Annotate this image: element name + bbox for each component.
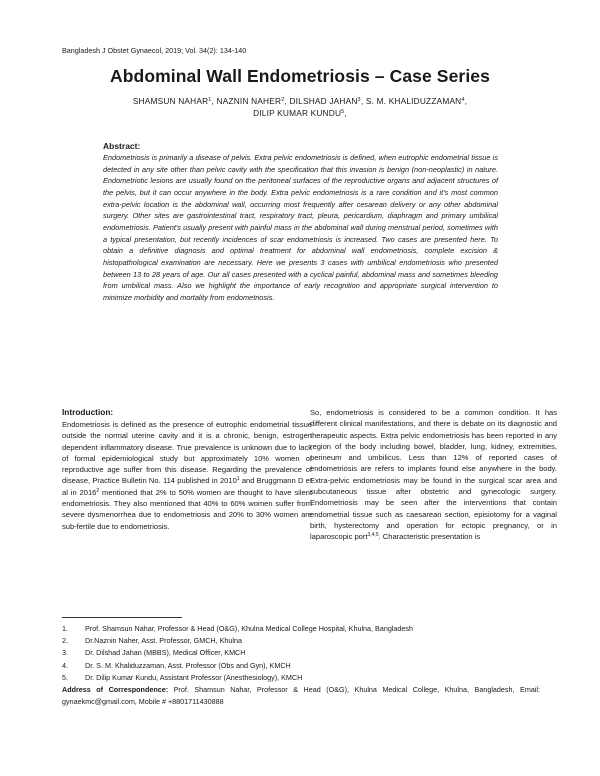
correspondence-address bbox=[62, 684, 540, 708]
article-title: Abdominal Wall Endometriosis – Case Series bbox=[110, 66, 490, 86]
correspondence-text: Prof. Shamsun Nahar, Professor & Head (O&G), Khulna Medical College, Khulna, Bangladesh, Email: gynaekmc@gmail.com, Mobile # +8801711430888 bbox=[62, 685, 541, 707]
author-separator: , bbox=[464, 96, 468, 106]
correspondence-label: Address of Correspondence: bbox=[62, 685, 169, 694]
footnote-number: 3. bbox=[62, 648, 68, 658]
footnote-item bbox=[62, 635, 540, 647]
author-name: DILSHAD JAHAN bbox=[289, 96, 358, 106]
footnote-item bbox=[62, 660, 540, 672]
right-column bbox=[310, 407, 557, 543]
footnote-text: Prof. Shamsun Nahar, Professor & Head (O&G), Khulna Medical College Hospital, Khulna, Bangladesh bbox=[85, 624, 414, 633]
footnote-list bbox=[62, 623, 540, 684]
intro-text-part: mentioned that 2% to 50% women are thought to have silent endometriosis. They also mentioned that 40% to 60% women suffer from severe dysmenorrhea due to endometriosis and 20% to 30% women are sub-fertile due to endometriosis. bbox=[62, 487, 312, 531]
footnote-item bbox=[62, 623, 540, 635]
abstract-heading: Abstract: bbox=[103, 141, 141, 151]
author-separator: , bbox=[360, 96, 366, 106]
author-separator: , bbox=[284, 96, 290, 106]
author-name: NAZNIN NAHER bbox=[216, 96, 282, 106]
author-affiliation-mark: 5 bbox=[341, 109, 345, 115]
footnote-item bbox=[62, 647, 540, 659]
footnote-text: Dr. S. M. Khaliduzzaman, Asst. Professor (Obs and Gyn), KMCH bbox=[85, 660, 291, 670]
author-affiliation-mark: 4 bbox=[461, 97, 465, 103]
author-separator: , bbox=[211, 96, 217, 106]
footnote-number: 2. bbox=[62, 636, 68, 646]
body-paragraph bbox=[310, 407, 557, 543]
footnote-text: Dr.Naznin Naher, Asst. Professor, GMCH, Khulna bbox=[85, 636, 242, 646]
footnote-number: 5. bbox=[62, 672, 68, 682]
author-list bbox=[80, 95, 520, 119]
footnote-number: 1. bbox=[62, 624, 68, 633]
intro-text-part: Endometriosis is defined as the presence of eutrophic endometrial tissue outside the normal uterine cavity and it is a chronic, benign, estrogen dependent inflammatory disease. True prevalence is unknown due to lack of formal epidemiological study but approximately 10% women of reproductive age suffer from this disease. Regarding the prevalence of disease, Practice Bulletin No. 114 published in 2010 bbox=[62, 420, 312, 486]
citation-mark: 2 bbox=[96, 487, 100, 494]
footnote-text: Dr. Dilshad Jahan (MBBS), Medical Officer, KMCH bbox=[85, 648, 246, 658]
author-name: DILIP KUMAR KUNDU bbox=[253, 108, 342, 118]
citation-mark: 1 bbox=[236, 476, 240, 483]
author-affiliation-mark: 3 bbox=[357, 97, 361, 103]
abstract-body: Endometriosis is primarily a disease of pelvis. Extra pelvic endometriosis is defined, when eutrophic endometrial tissue is detected in any site other than pelvic cavity with the specification that this invasion is benign (non-neoplastic) in nature. Endometriotic lesions are usually found on the peritoneal surfaces of the reproductive organs and adjacent structures of the pelvis, but it can occur anywhere in the body. Extra pelvic endometriosis is a rare condition and it's most common extra-pelvic location is the abdominal wall, occurring most frequently after cesarean delivery or any other abdominal surgery. Other sites are gastrointestinal tract, respiratory tract, pleura, pericardium, diaphragm and primary umbilical endometriosis. Patient's usually present with painful mass in the abdominal wall during menstrual period, sometimes with a typical presentation, but recently incidences of scar endometriosis is increased. Two cases are presented here. To obtain a definitive diagnosis and optimal treatment for abdominal wall endometriosis, complete excision & histopathological examination are necessary. Here we presents 3 cases with umbilical endometriosis who presented between 13 to 28 years of age. Our all cases presented with a cyclical painful, abdominal mass and sometimes bleeding from umbilical mass. Also we highlight the importance of early recognition and appropriate surgical intervention to minimize morbidity and mortality from endometriosis. bbox=[103, 153, 498, 302]
author-affiliation-mark: 1 bbox=[208, 97, 212, 103]
author-name: S. M. KHALIDUZZAMAN bbox=[365, 96, 462, 106]
left-column bbox=[62, 407, 312, 532]
author-separator: , bbox=[344, 108, 347, 118]
footnote-number: 4. bbox=[62, 660, 68, 670]
citation-mark: 3,4,5 bbox=[367, 532, 379, 539]
footnote-divider bbox=[62, 617, 182, 618]
intro-text-part: and Bruggmann D et al in 2016 bbox=[62, 476, 312, 497]
introduction-heading: Introduction: bbox=[62, 407, 114, 417]
introduction-paragraph bbox=[62, 419, 312, 532]
journal-citation: Bangladesh J Obstet Gynaecol, 2019; Vol. 34(2): 134-140 bbox=[62, 46, 247, 55]
body-text-part: So, endometriosis is considered to be a common condition. It has different clinical manifestations, and there is debate on its diagnostic and therapeutic aspects. Extra pelvic endometriosis has been reported in any region of the body including bowel, bladder, lung, kidney, extremities, perineum and umbilicus. Less than 12% of reported cases of endometriosis are refers to implants found else anywhere in the body. Extra-pelvic endometriosis may be found in the surgical scar area and subcutaneous tissue after obstetric and gynecologic surgery. Endometriosis may be seen after the interventions that contain endometrial tissue such as caesarean section, episiotomy for a vaginal birth, hysterectomy and operation for ectopic pregnancy, or in laparoscopic port bbox=[310, 408, 557, 542]
footnote-item bbox=[62, 672, 540, 684]
author-name: SHAMSUN NAHAR bbox=[132, 96, 209, 106]
abstract-section bbox=[103, 141, 498, 304]
body-text-part: . Characteristic presentation is bbox=[378, 532, 481, 542]
author-affiliation-mark: 2 bbox=[281, 97, 285, 103]
footnote-text: Dr. Dilip Kumar Kundu, Assistant Professor (Anesthesiology), KMCH bbox=[85, 672, 303, 682]
